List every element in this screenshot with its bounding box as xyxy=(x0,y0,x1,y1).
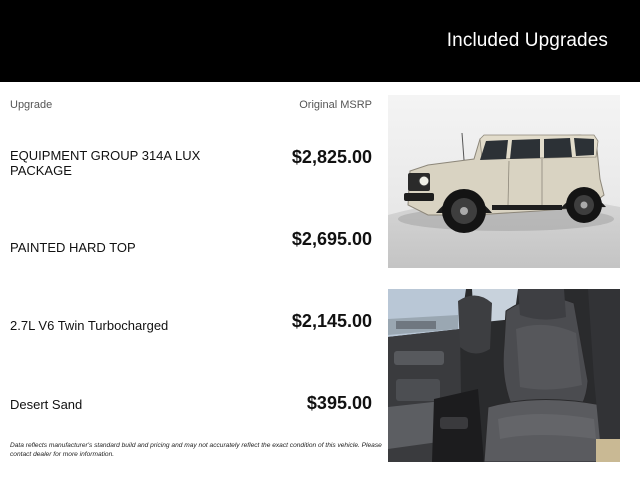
disclaimer-text: Data reflects manufacturer's standard build and pricing and may not accurately reflect the exact condition of this vehicle. Please contact dealer for more information. xyxy=(10,442,382,458)
upgrade-name: PAINTED HARD TOP xyxy=(10,240,136,255)
upgrade-price: $2,145.00 xyxy=(291,311,372,331)
upgrade-column-header: Upgrade xyxy=(10,99,53,111)
header-bar xyxy=(0,0,640,82)
vehicle-interior-photo xyxy=(388,289,620,462)
upgrade-name: Desert Sand xyxy=(10,397,83,412)
msrp-column-header: Original MSRP xyxy=(299,99,372,111)
upgrade-price: $2,825.00 xyxy=(291,147,372,167)
upgrade-name: 2.7L V6 Twin Turbocharged xyxy=(10,318,169,333)
vehicle-exterior-photo xyxy=(388,95,620,268)
upgrade-name: EQUIPMENT GROUP 314A LUX PACKAGE xyxy=(10,148,201,178)
upgrade-price: $2,695.00 xyxy=(291,229,372,249)
page-title: Included Upgrades xyxy=(446,30,608,51)
upgrade-price: $395.00 xyxy=(306,393,372,413)
